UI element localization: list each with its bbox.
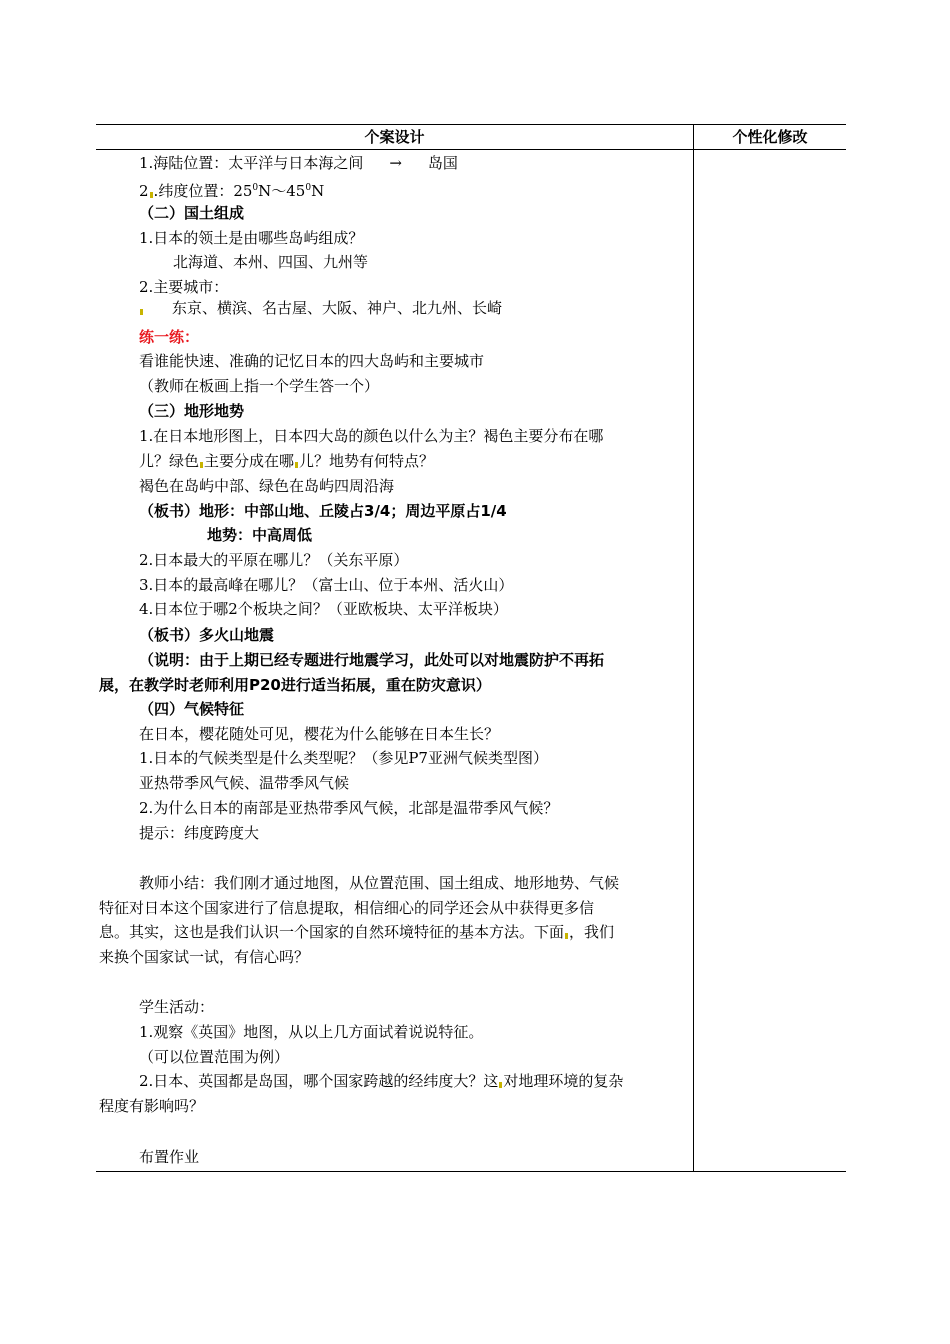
edit-mark xyxy=(565,933,568,939)
homework-line: 布置作业 xyxy=(139,1148,200,1166)
practice-heading: 练一练： xyxy=(139,328,200,346)
line-climate-why: 2.为什么日本的南部是亚热带季风气候，北部是温带季风气候？ xyxy=(139,799,559,817)
note-line-1: （说明：由于上期已经专题进行地震学习，此处可以对地震防护不再拓 xyxy=(139,651,605,669)
line-latitude: 2 .纬度位置：$25^0N\sim 45^0N$ xyxy=(139,182,325,200)
line-plain: 2.日本最大的平原在哪儿？（关东平原） xyxy=(139,551,409,569)
line-terrain-answer: 褐色在岛屿中部、绿色在岛屿四周沿海 xyxy=(139,477,395,495)
board-terrain: （板书）地形：中部山地、丘陵占3/4；周边平原占1/4 xyxy=(139,502,507,520)
line-practice: 看谁能快速、准确的记忆日本的四大岛屿和主要城市 xyxy=(139,352,485,370)
column-divider xyxy=(693,124,694,1172)
line-terrain-q1-cont: 儿？绿色 主要分成在哪 儿？地势有何特点？ xyxy=(139,452,435,470)
edit-mark xyxy=(295,462,298,468)
board-relief: 地势：中高周低 xyxy=(207,526,313,544)
table-header-rule xyxy=(96,149,846,150)
line-islands-question: 1.日本的领土是由哪些岛屿组成？ xyxy=(139,229,364,247)
activity-line-1: 1.观察《英国》地图，从以上几方面试着说说特征。 xyxy=(139,1023,484,1041)
summary-line-1: 教师小结：我们刚才通过地图，从位置范围、国土组成、地形地势、气候 xyxy=(139,874,620,892)
edit-mark xyxy=(499,1082,502,1088)
line-practice-note: （教师在板画上指一个学生答一个） xyxy=(139,377,380,395)
line-climate-answer: 亚热带季风气候、温带季风气候 xyxy=(139,774,350,792)
line-terrain-q1: 1.在日本地形图上，日本四大岛的颜色以什么为主？褐色主要分布在哪 xyxy=(139,427,604,445)
summary-line-3: 息。其实，这也是我们认识一个国家的自然环境特征的基本方法。下面 ，我们 xyxy=(99,923,615,941)
line-cities-answer: 东京、横滨、名古屋、大阪、神户、北九州、长崎 xyxy=(139,297,502,319)
line-cities-question: 2.主要城市： xyxy=(139,278,229,296)
line-peak: 3.日本的最高峰在哪儿？（富士山、位于本州、活火山） xyxy=(139,576,514,594)
activity-heading: 学生活动： xyxy=(139,998,215,1016)
section-climate: （四）气候特征 xyxy=(139,700,245,718)
line-hint: 提示：纬度跨度大 xyxy=(139,824,260,842)
activity-line-4: 程度有影响吗？ xyxy=(99,1097,205,1115)
line-plates: 4.日本位于哪2个板块之间？（亚欧板块、太平洋板块） xyxy=(139,600,508,618)
line-islands-answer: 北海道、本州、四国、九州等 xyxy=(173,253,369,271)
header-design: 个案设计 xyxy=(364,128,425,146)
arrow-icon: → xyxy=(389,154,402,172)
board-volcano: （板书）多火山地震 xyxy=(139,626,275,644)
line-climate-type: 1.日本的气候类型是什么类型呢？（参见P7亚洲气候类型图） xyxy=(139,749,548,767)
activity-line-2: （可以位置范围为例） xyxy=(139,1048,290,1066)
summary-line-2: 特征对日本这个国家进行了信息提取，相信细心的同学还会从中获得更多信 xyxy=(99,899,595,917)
line-sakura: 在日本，樱花随处可见，樱花为什么能够在日本生长？ xyxy=(139,725,500,743)
table-bottom-rule xyxy=(96,1171,846,1172)
line-location: 1.海陆位置：太平洋与日本海之间 → 岛国 xyxy=(139,154,458,172)
note-line-2: 展，在教学时老师利用P20进行适当拓展，重在防灾意识） xyxy=(99,676,491,694)
activity-line-3: 2.日本、英国都是岛国，哪个国家跨越的经纬度大？这 对地理环境的复杂 xyxy=(139,1072,624,1090)
section-territory: （二）国土组成 xyxy=(139,204,245,222)
header-modify: 个性化修改 xyxy=(732,128,808,146)
summary-line-4: 来换个国家试一试，有信心吗？ xyxy=(99,948,310,966)
edit-mark xyxy=(200,462,203,468)
edit-mark xyxy=(140,309,143,315)
section-terrain: （三）地形地势 xyxy=(139,402,245,420)
edit-mark xyxy=(150,192,153,198)
